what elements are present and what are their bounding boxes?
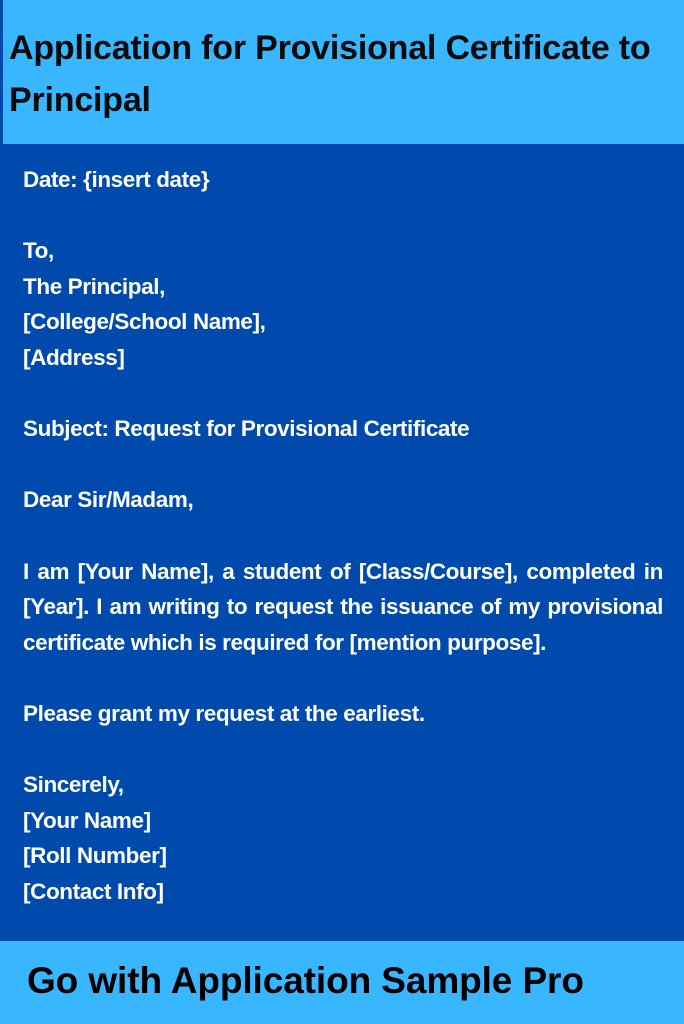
footer-brand-text: Go with Application Sample Pro [27, 960, 584, 1001]
recipient-institution: [College/School Name], [23, 309, 266, 335]
letter-request: Please grant my request at the earliest. [23, 700, 425, 726]
salutation-to: To, [23, 238, 54, 264]
sender-contact: [Contact Info] [23, 878, 164, 904]
letter-body-paragraph: I am [Your Name], a student of [Class/Course], completed in [Year]. I am writing to request the issuance of my provisional certificate which is required for [mention purpose]. [23, 558, 663, 655]
spacer [23, 198, 663, 234]
spacer [23, 376, 663, 412]
title-banner [0, 0, 684, 144]
sender-name: [Your Name] [23, 807, 151, 833]
recipient-address: [Address] [23, 344, 125, 370]
letter-date: Date: {insert date} [23, 167, 210, 192]
spacer [23, 447, 663, 483]
page-title: Application for Provisional Certificate to Principal [9, 29, 651, 119]
letter-body [23, 162, 663, 909]
sender-roll-number: [Roll Number] [23, 843, 167, 869]
letter-closing: Sincerely, [23, 772, 124, 798]
spacer [23, 518, 663, 554]
letter-greeting: Dear Sir/Madam, [23, 487, 194, 513]
spacer [23, 660, 663, 696]
recipient-title: The Principal, [23, 273, 165, 299]
footer-banner [0, 941, 684, 1024]
letter-subject: Subject: Request for Provisional Certificate [23, 416, 470, 442]
spacer [23, 732, 663, 768]
